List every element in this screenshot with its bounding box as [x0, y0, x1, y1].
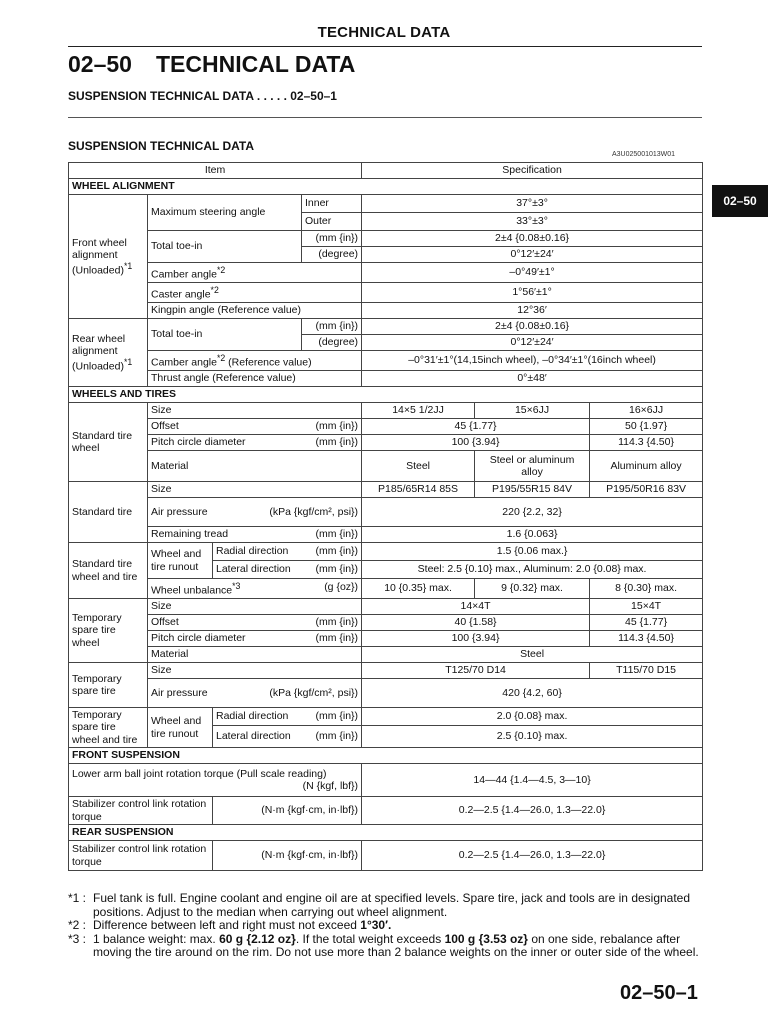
table-row: [69, 615, 703, 631]
table-row: [69, 631, 703, 647]
runout-label: Wheel and tire runout: [148, 543, 213, 579]
unbalance-16: 8 {0.30} max.: [590, 579, 703, 599]
group-front-suspension: FRONT SUSPENSION: [69, 748, 703, 764]
remaining-tread-value: 1.6 {0.063}: [362, 527, 703, 543]
front-camber-label: Camber angle$^{*2}$: [148, 263, 362, 283]
rear-stabilizer-value: 0.2—2.5 {1.4—26.0, 1.3—22.0}: [362, 841, 703, 871]
table-row: [69, 599, 703, 615]
radial-label: Radial direction (mm {in}): [213, 543, 362, 561]
footnote-2-key: *2 :: [68, 918, 87, 932]
table-row: [69, 303, 703, 319]
footnote-mark: *2: [216, 264, 226, 275]
thrust-label: Thrust angle (Reference value): [148, 371, 362, 387]
front-alignment-label: Front wheel alignment (Unloaded)$^{*1}$: [69, 195, 148, 319]
front-toe-label: Total toe-in: [148, 231, 302, 263]
tire-size-14: P185/65R14 85S: [362, 482, 475, 498]
table-heading: SUSPENSION TECHNICAL DATA: [68, 139, 255, 153]
lateral-value: Steel: 2.5 {0.10} max., Aluminum: 2.0 {0.08} max.: [362, 561, 703, 579]
temp-wheel-size-14: 14×4T: [362, 599, 590, 615]
table-row: [69, 527, 703, 543]
ball-joint-label: Lower arm ball joint rotation torque (Pull scale reading) (N {kgf, lbf}): [69, 764, 362, 797]
unbalance-label: Wheel unbalance$^{*3}$ (g {oz}): [148, 579, 362, 599]
footnote-mark: *2: [216, 352, 226, 363]
footnote-2-text: Difference between left and right must not exceed 1°30′.: [93, 918, 392, 932]
footnote-mark: *3: [232, 580, 241, 591]
radial-value: 1.5 {0.06 max.}: [362, 543, 703, 561]
table-row: [69, 179, 703, 195]
table-row: [69, 351, 703, 371]
air-pressure-label: Air pressure (kPa {kgf/cm², psi}): [148, 679, 362, 708]
air-pressure-label: Air pressure (kPa {kgf/cm², psi}): [148, 498, 362, 527]
footnote-1-text: Fuel tank is full. Engine coolant and engine oil are at specified levels. Spare tire, jack and tools are in designated positions. Adjust to the median when carrying out wheel alignment.: [93, 891, 691, 919]
offset-value-16: 50 {1.97}: [590, 419, 703, 435]
table-row: [69, 419, 703, 435]
group-wheel-alignment: WHEEL ALIGNMENT: [69, 179, 703, 195]
header-specification: Specification: [362, 163, 703, 179]
material-steel-or-alloy: Steel or aluminum alloy: [475, 451, 590, 482]
unbalance-14: 10 {0.35} max.: [362, 579, 475, 599]
temp-pcd-15: 114.3 {4.50}: [590, 631, 703, 647]
table-row: [69, 647, 703, 663]
rear-camber-label: Camber angle$^{*2}$ (Reference value): [148, 351, 362, 371]
temp-wheel-size-15: 15×4T: [590, 599, 703, 615]
pcd-label: Pitch circle diameter (mm {in}): [148, 631, 362, 647]
temp-lateral-value: 2.5 {0.10} max.: [362, 726, 703, 748]
max-steering-label: Maximum steering angle: [148, 195, 302, 231]
material-aluminum: Aluminum alloy: [590, 451, 703, 482]
table-row: [69, 764, 703, 797]
std-wheel-label: Standard tire wheel: [69, 403, 148, 482]
material-steel: Steel: [362, 451, 475, 482]
rear-alignment-label: Rear wheel alignment (Unloaded)$^{*1}$: [69, 319, 148, 387]
unit-mm: (mm {in}): [302, 231, 362, 247]
table-row: [69, 263, 703, 283]
table-row: [69, 543, 703, 561]
table-row: [69, 195, 703, 213]
unit-mm: (mm {in}): [302, 319, 362, 335]
rear-stabilizer-label: Stabilizer control link rotation torque: [69, 841, 213, 871]
kingpin-value: 12°36′: [362, 303, 703, 319]
size-label: Size: [148, 663, 362, 679]
group-wheels-tires: WHEELS AND TIRES: [69, 387, 703, 403]
footnote-3-text: 1 balance weight: max. 60 g {2.12 oz}. If the total weight exceeds 100 g {3.53 oz} on one side, rebalance after moving the tire around on the rim. Do not use more than 2 balance weights on the inner or outer side of the wheel.: [93, 931, 699, 959]
temp-tire-label: Temporary spare tire: [69, 663, 148, 708]
table-row: [69, 319, 703, 335]
temp-air-pressure-value: 420 {4.2, 60}: [362, 679, 703, 708]
offset-label: Offset (mm {in}): [148, 419, 362, 435]
inner-value: 37°±3°: [362, 195, 703, 213]
temp-pcd-14: 100 {3.94}: [362, 631, 590, 647]
caster-value: 1°56′±1°: [362, 283, 703, 303]
footnote-1: [68, 892, 708, 919]
front-toe-deg-value: 0°12′±24′: [362, 247, 703, 263]
table-row: [69, 579, 703, 599]
table-row: [69, 435, 703, 451]
table-row: [69, 482, 703, 498]
size-label: Size: [148, 403, 362, 419]
wheel-size-14: 14×5 1/2JJ: [362, 403, 475, 419]
table-row: [69, 663, 703, 679]
front-stabilizer-label: Stabilizer control link rotation torque: [69, 797, 213, 825]
toc-entry-text: SUSPENSION TECHNICAL DATA . . . . .: [68, 89, 287, 103]
footnote-mark: *1: [123, 260, 133, 271]
table-row: [69, 231, 703, 247]
temp-tire-size-14: T125/70 D14: [362, 663, 590, 679]
table-row: [69, 841, 703, 871]
footnote-1-key: *1 :: [68, 891, 87, 905]
rear-toe-deg-value: 0°12′±24′: [362, 335, 703, 351]
unbalance-15: 9 {0.32} max.: [475, 579, 590, 599]
table-row: [69, 451, 703, 482]
header-item: Item: [69, 163, 362, 179]
offset-value-14-15: 45 {1.77}: [362, 419, 590, 435]
offset-label: Offset (mm {in}): [148, 615, 362, 631]
front-camber-value: –0°49′±1°: [362, 263, 703, 283]
material-label: Material: [148, 647, 362, 663]
table-row: [69, 679, 703, 708]
pcd-value-14-15: 100 {3.94}: [362, 435, 590, 451]
group-rear-suspension: REAR SUSPENSION: [69, 825, 703, 841]
temp-radial-value: 2.0 {0.08} max.: [362, 708, 703, 726]
tire-size-16: P195/50R16 83V: [590, 482, 703, 498]
inner-label: Inner: [302, 195, 362, 213]
temp-material-value: Steel: [362, 647, 703, 663]
section-side-tab: 02–50: [712, 185, 768, 217]
kingpin-label: Kingpin angle (Reference value): [148, 303, 362, 319]
temp-tire-size-15: T115/70 D15: [590, 663, 703, 679]
lateral-label: Lateral direction (mm {in}): [213, 726, 362, 748]
table-row: [69, 387, 703, 403]
footnote-3-key: *3 :: [68, 931, 87, 946]
caster-label: Caster angle$^{*2}$: [148, 283, 362, 303]
table-row: [69, 748, 703, 764]
std-wheel-tire-label: Standard tire wheel and tire: [69, 543, 148, 599]
outer-value: 33°±3°: [362, 213, 703, 231]
table-header-row: [69, 163, 703, 179]
rear-toe-label: Total toe-in: [148, 319, 302, 351]
outer-label: Outer: [302, 213, 362, 231]
material-label: Material: [148, 451, 362, 482]
thrust-value: 0°±48′: [362, 371, 703, 387]
toc-entry[interactable]: [68, 89, 337, 103]
rear-camber-value: –0°31′±1°(14,15inch wheel), –0°34′±1°(16inch wheel): [362, 351, 703, 371]
unit-degree: (degree): [302, 335, 362, 351]
toc-entry-page: 02–50–1: [290, 89, 337, 103]
size-label: Size: [148, 482, 362, 498]
unit-degree: (degree): [302, 247, 362, 263]
spec-table: [68, 162, 703, 871]
footnote-mark: *2: [210, 284, 219, 295]
section-number: 02–50: [68, 51, 132, 77]
temp-offset-15: 45 {1.77}: [590, 615, 703, 631]
page-number: 02–50–1: [620, 982, 698, 1004]
pcd-label: Pitch circle diameter (mm {in}): [148, 435, 362, 451]
temp-offset-14: 40 {1.58}: [362, 615, 590, 631]
std-tire-label: Standard tire: [69, 482, 148, 543]
pcd-value-16: 114.3 {4.50}: [590, 435, 703, 451]
air-pressure-value: 220 {2.2, 32}: [362, 498, 703, 527]
remaining-tread-label: Remaining tread (mm {in}): [148, 527, 362, 543]
table-row: [69, 797, 703, 825]
footnotes: [68, 892, 708, 960]
runout-label: Wheel and tire runout: [148, 708, 213, 748]
lateral-label: Lateral direction (mm {in}): [213, 561, 362, 579]
table-row: [69, 708, 703, 726]
radial-label: Radial direction (mm {in}): [213, 708, 362, 726]
front-toe-mm-value: 2±4 {0.08±0.16}: [362, 231, 703, 247]
page-title: [68, 51, 355, 78]
front-stabilizer-value: 0.2—2.5 {1.4—26.0, 1.3—22.0}: [362, 797, 703, 825]
tire-size-15: P195/55R15 84V: [475, 482, 590, 498]
running-header: TECHNICAL DATA: [317, 24, 451, 41]
table-row: [69, 371, 703, 387]
temp-wheel-label: Temporary spare tire wheel: [69, 599, 148, 663]
document-code: A3U025001013W01: [612, 151, 676, 158]
header-rule: [68, 46, 702, 47]
wheel-size-15: 15×6JJ: [475, 403, 590, 419]
table-row: [69, 283, 703, 303]
rear-toe-mm-value: 2±4 {0.08±0.16}: [362, 319, 703, 335]
ball-joint-value: 14—44 {1.4—4.5, 3—10}: [362, 764, 703, 797]
table-row: [69, 825, 703, 841]
wheel-size-16: 16×6JJ: [590, 403, 703, 419]
temp-wheel-tire-label: Temporary spare tire wheel and tire: [69, 708, 148, 748]
unit-nm: (N·m {kgf·cm, in·lbf}): [213, 841, 362, 871]
toc-rule: [68, 117, 702, 118]
section-title: TECHNICAL DATA: [156, 51, 356, 77]
table-row: [69, 403, 703, 419]
footnote-2: [68, 919, 708, 933]
footnote-3: [68, 933, 708, 960]
unit-nm: (N·m {kgf·cm, in·lbf}): [213, 797, 362, 825]
footnote-mark: *1: [123, 356, 133, 367]
table-row: [69, 498, 703, 527]
size-label: Size: [148, 599, 362, 615]
